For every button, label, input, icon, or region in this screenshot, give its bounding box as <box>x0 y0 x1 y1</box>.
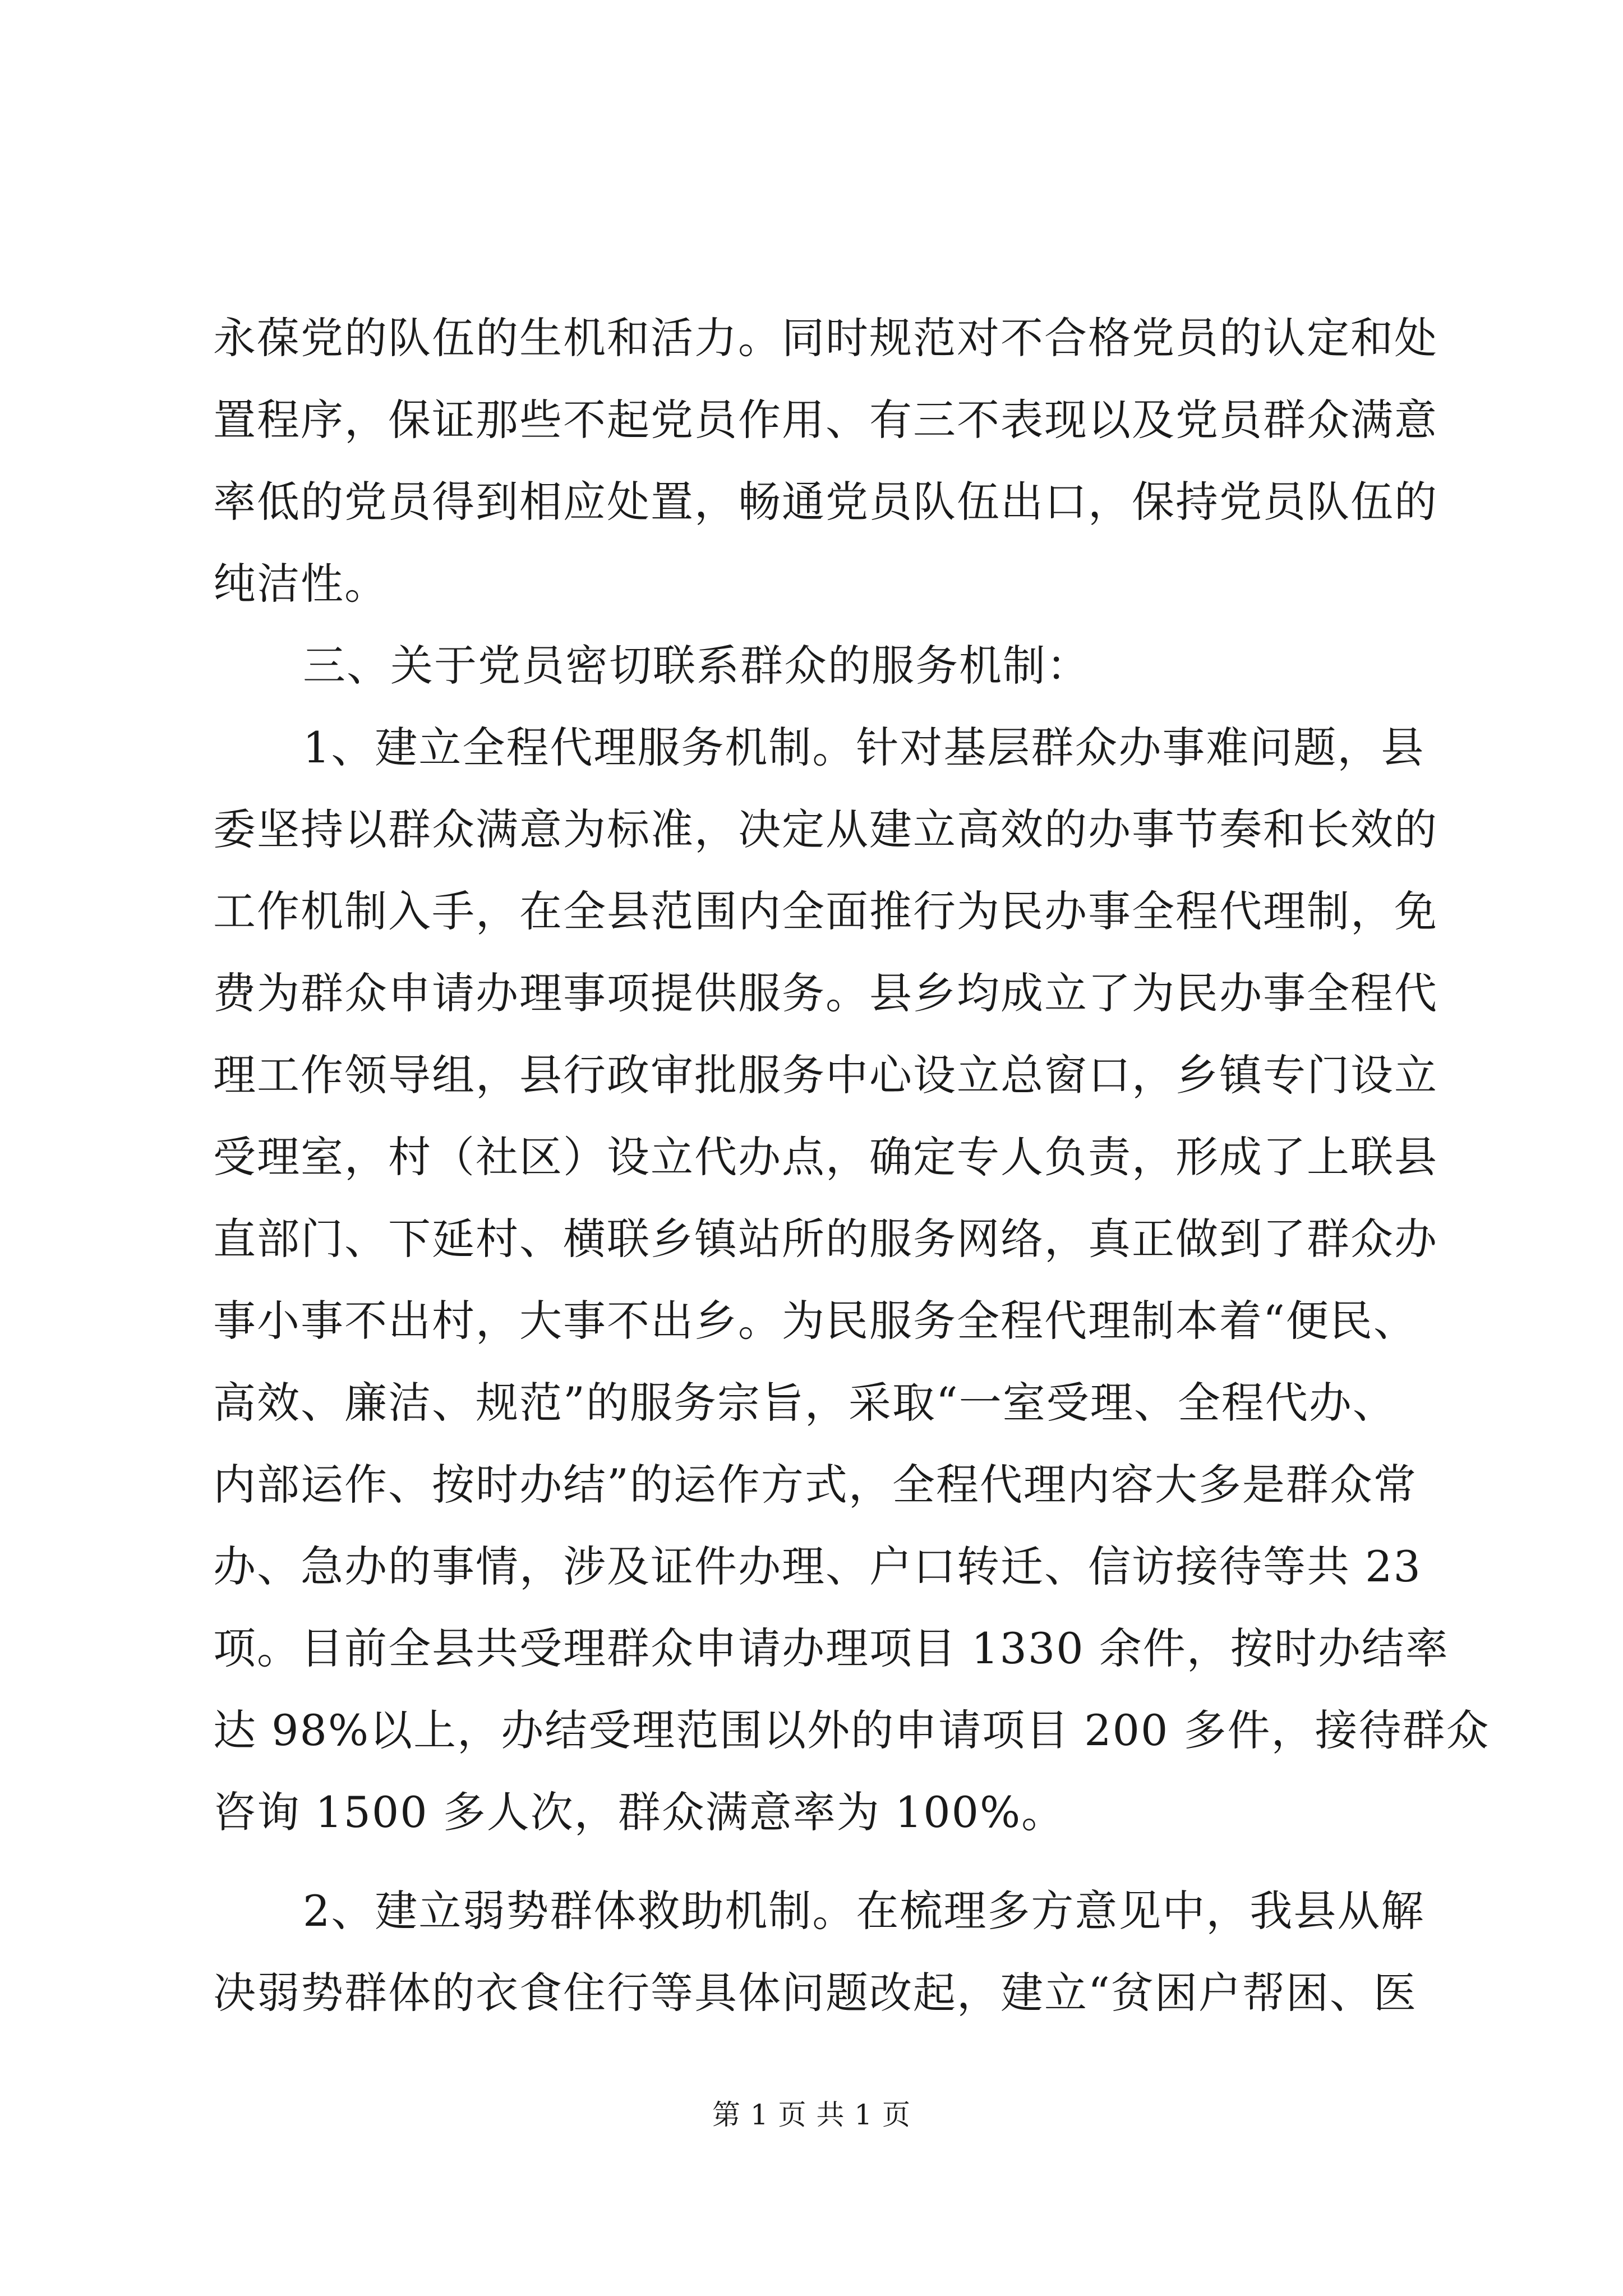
text-line: 委坚持以群众满意为标准，决定从建立高效的办事节奏和长效的 <box>213 804 1438 854</box>
text-line: 率低的党员得到相应处置，畅通党员队伍出口，保持党员队伍的 <box>213 477 1438 527</box>
text-line: 直部门、下延村、横联乡镇站所的服务网络，真正做到了群众办 <box>213 1214 1438 1264</box>
text-line: 工作机制入手，在全县范围内全面推行为民办事全程代理制，免 <box>213 886 1438 936</box>
text-line: 高效、廉洁、规范”的服务宗旨，采取“一室受理、全程代办、 <box>213 1378 1396 1428</box>
paragraph-first-line: 1、建立全程代理服务机制。针对基层群众办事难问题，县 <box>303 723 1425 772</box>
page-number-footer: 第 1 页 共 1 页 <box>712 2099 911 2131</box>
paragraph-first-line: 2、建立弱势群体救助机制。在梳理多方意见中，我县从解 <box>303 1886 1425 1936</box>
text-line: 置程序，保证那些不起党员作用、有三不表现以及党员群众满意 <box>213 395 1438 445</box>
text-line: 项。目前全县共受理群众申请办理项目 1330 余件，按时办结率 <box>213 1623 1449 1673</box>
text-line: 费为群众申请办理事项提供服务。县乡均成立了为民办事全程代 <box>213 968 1438 1018</box>
text-line: 受理室，村（社区）设立代办点，确定专人负责，形成了上联县 <box>213 1132 1438 1182</box>
text-line: 理工作领导组，县行政审批服务中心设立总窗口，乡镇专门设立 <box>213 1050 1438 1100</box>
text-line: 事小事不出村，大事不出乡。为民服务全程代理制本着“便民、 <box>213 1296 1417 1346</box>
text-line: 决弱势群体的衣食住行等具体问题改起，建立“贫困户帮困、医 <box>213 1968 1417 2018</box>
document-body <box>213 297 1490 2034</box>
text-line: 内部运作、按时办结”的运作方式，全程代理内容大多是群众常 <box>213 1460 1417 1510</box>
section-heading: 三、关于党员密切联系群众的服务机制： <box>303 641 1090 691</box>
text-line: 达 98%以上，办结受理范围以外的申请项目 200 多件，接待群众 <box>213 1705 1490 1755</box>
text-line: 办、急办的事情，涉及证件办理、户口转迁、信访接待等共 23 <box>213 1542 1422 1591</box>
text-line: 纯洁性。 <box>213 559 388 609</box>
text-line: 咨询 1500 多人次，群众满意率为 100%。 <box>213 1787 1066 1837</box>
text-line: 永葆党的队伍的生机和活力。同时规范对不合格党员的认定和处 <box>213 313 1438 363</box>
